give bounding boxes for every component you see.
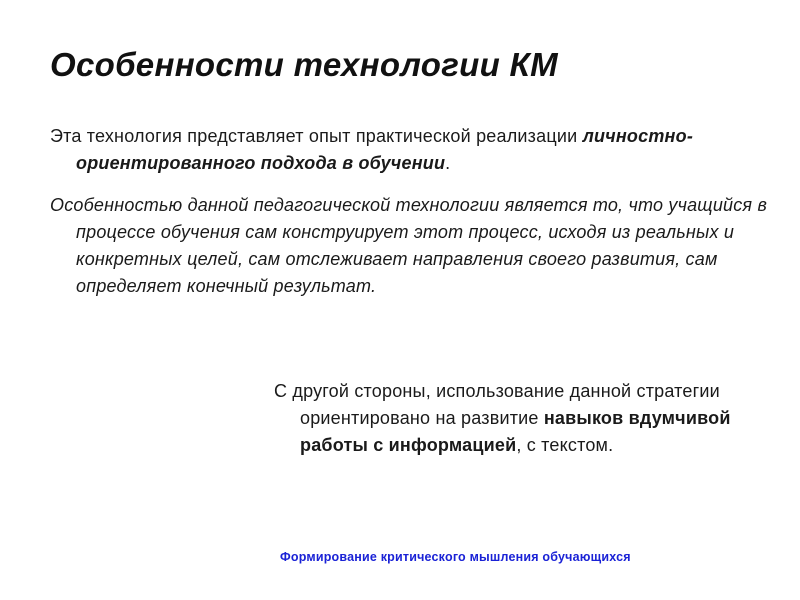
intro-paragraph-emphasis: личностно-ориентированного подхода в обучении — [76, 126, 694, 173]
footer-caption: Формирование критического мышления обучающихся — [280, 550, 631, 564]
slide-title: Особенности технологии КМ — [50, 46, 558, 83]
intro-paragraph — [50, 123, 776, 177]
strategy-paragraph-end: , с текстом. — [516, 435, 614, 455]
strategy-paragraph — [274, 378, 770, 459]
feature-paragraph: Особенностью данной педагогической технологии является то, что учащийся в процессе обучения сам конструирует этот процесс, исходя из реальных и конкретных целей, сам отслеживает направления своего развития, сам определяет конечный результат. — [50, 195, 768, 296]
intro-paragraph-text: Эта технология представляет опыт практической реализации — [50, 126, 583, 146]
strategy-paragraph-text: С другой стороны, использование данной стратегии ориентировано на развитие — [274, 381, 720, 428]
intro-paragraph-end: . — [445, 153, 451, 173]
strategy-paragraph-emphasis: навыков вдумчивой работы с информацией — [300, 408, 731, 455]
